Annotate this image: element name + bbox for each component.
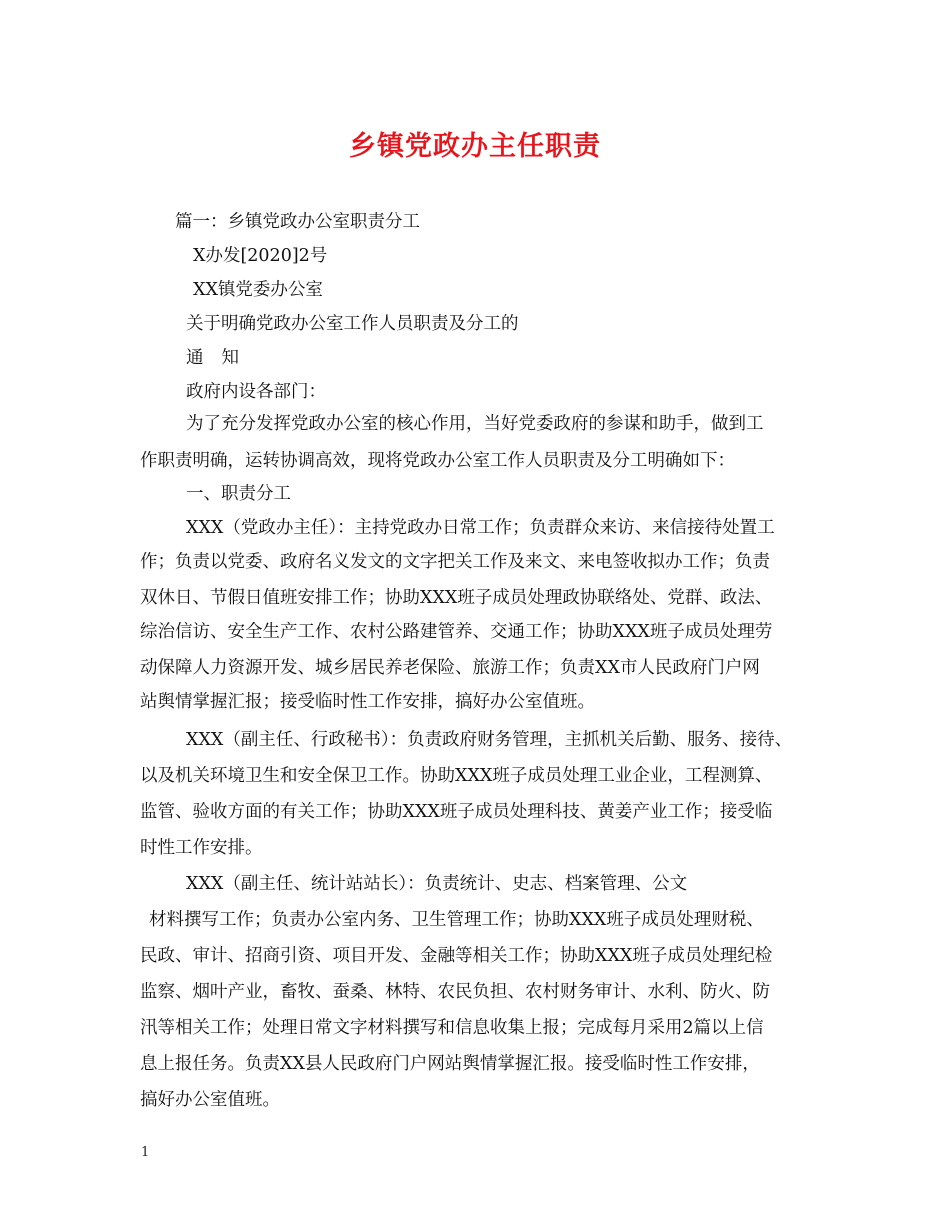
deputy-stats-line-3: 监察、烟叶产业，畜牧、蚕桑、林特、农民负担、农村财务审计、水利、防火、防 (140, 982, 770, 1002)
page-number: 1 (141, 1145, 150, 1160)
notice-char-2: 知 (221, 348, 239, 368)
director-line-3: 双休日、节假日值班安排工作；协助XXX班子成员处理政协联络处、党群、政法、 (140, 588, 773, 608)
notice-label (186, 346, 239, 370)
notice-char-1: 通 (186, 348, 204, 368)
deputy-stats-line-2: 民政、审计、招商引资、项目开发、金融等相关工作；协助XXX班子成员处理纪检 (140, 946, 773, 966)
section-heading: 篇一：乡镇党政办公室职责分工 (175, 212, 420, 232)
director-line-5: 动保障人力资源开发、城乡居民养老保险、旅游工作；负责XX市人民政府门户网 (140, 658, 760, 678)
deputy-stats-line-4: 汛等相关工作；处理日常文字材料撰写和信息收集上报；完成每月采用2篇以上信 (140, 1018, 764, 1038)
deputy-admin-line-2: 以及机关环境卫生和安全保卫工作。协助XXX班子成员处理工业企业，工程测算、 (140, 766, 773, 786)
intro-line-2: 作职责明确，运转协调高效，现将党政办公室工作人员职责及分工明确如下： (140, 451, 735, 471)
deputy-admin-line-3: 监管、验收方面的有关工作；协助XXX班子成员处理科技、黄姜产业工作；接受临 (140, 802, 773, 822)
page-title: 乡镇党政办主任职责 (349, 131, 601, 162)
director-line-6: 站舆情掌握汇报；接受临时性工作安排，搞好办公室值班。 (140, 692, 595, 712)
document-number: X办发[2020]2号 (193, 246, 328, 266)
deputy-stats-line-6: 搞好办公室值班。 (140, 1090, 280, 1110)
heading-duties: 一、职责分工 (186, 484, 291, 504)
recipient: 政府内设各部门： (186, 382, 326, 402)
notice-subject: 关于明确党政办公室工作人员职责及分工的 (186, 314, 519, 334)
intro-line-1: 为了充分发挥党政办公室的核心作用，当好党委政府的参谋和助手，做到工 (186, 414, 764, 434)
director-line-1: XXX（党政办主任）：主持党政办日常工作；负责群众来访、来信接待处置工 (186, 518, 775, 538)
deputy-admin-line-1: XXX（副主任、行政秘书）：负责政府财务管理，主抓机关后勤、服务、接待、 (186, 730, 793, 750)
deputy-stats-line-5: 息上报任务。负责XX县人民政府门户网站舆情掌握汇报。接受临时性工作安排， (140, 1054, 760, 1074)
deputy-stats-heading: XXX（副主任、统计站站长）：负责统计、史志、档案管理、公文 (186, 874, 688, 894)
deputy-stats-line-1: 材料撰写工作；负责办公室内务、卫生管理工作；协助XXX班子成员处理财税、 (149, 910, 764, 930)
director-line-4: 综治信访、安全生产工作、农村公路建管养、交通工作；协助XXX班子成员处理劳 (140, 622, 773, 642)
deputy-admin-line-4: 时性工作安排。 (140, 838, 263, 858)
issuer: XX镇党委办公室 (193, 280, 323, 300)
director-line-2: 作；负责以党委、政府名义发文的文字把关工作及来文、来电签收拟办工作；负责 (140, 552, 770, 572)
